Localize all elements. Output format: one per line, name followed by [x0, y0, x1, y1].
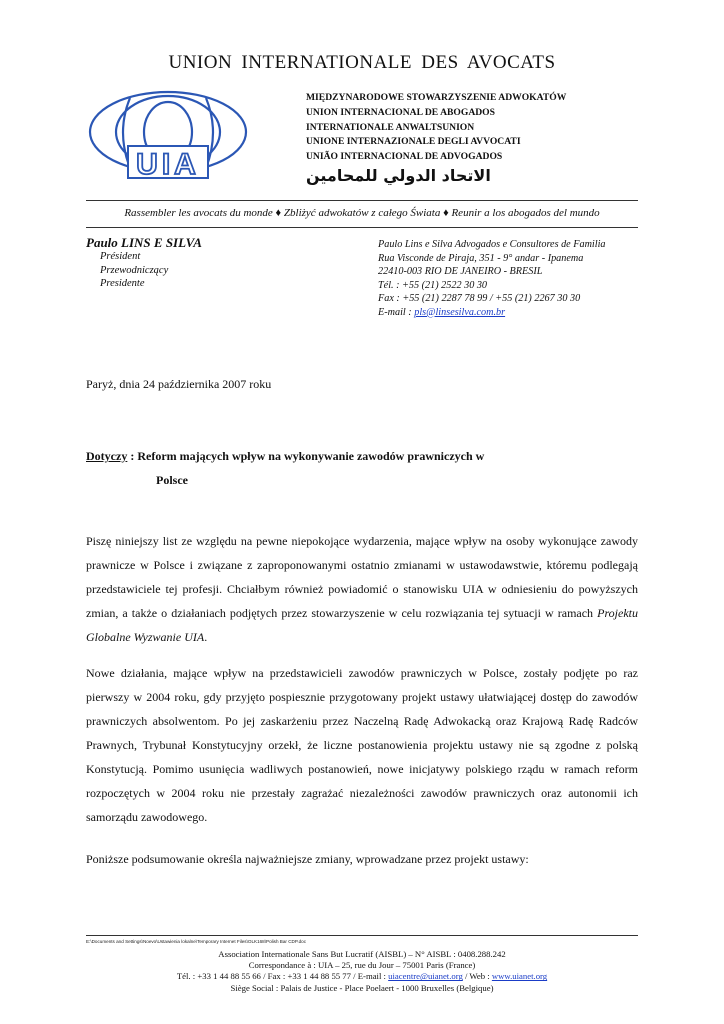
paragraph-1-text: Piszę niniejszy list ze względu na pewne niepokojące wydarzenia, mające wpływ na osoby wykonujące zawody prawnicze w Polsce i związane z zaproponowanymi ostatnio zmianami w ustawodawstwie, któremu podlegają przedstawiciele tej profesji. Chciałbym również powiadomić o stanowisku UIA w odniesieniu do powyższych zmian, a także o działaniach podjętych przez stowarzyszenie w celu rozwiązania tej sytuacji w ramach [86, 534, 638, 620]
name-polish: MIĘDZYNARODOWE STOWARZYSZENIE ADWOKATÓW [306, 92, 567, 103]
president-titles [100, 250, 168, 291]
contact-email-line [378, 306, 606, 320]
paragraph-3: Poniższe podsumowanie określa najważniejsze zmiany, wprowadzane przez projekt ustawy: [86, 852, 529, 866]
footer [0, 949, 724, 994]
contact-city: 22410-003 RIO DE JANEIRO - BRESIL [378, 266, 543, 277]
contact-street: Rua Visconde de Piraja, 351 - 9° andar - Ipanema [378, 252, 584, 264]
title-polish: Przewodniczący [100, 264, 169, 276]
name-arabic: الاتحاد الدولي للمحامين [306, 166, 491, 185]
contact-firm: Paulo Lins e Silva Advogados e Consultores de Familia [378, 239, 606, 250]
footer-email-link[interactable]: uiacentre@uianet.org [388, 971, 463, 982]
paragraph-2: Nowe działania, mające wpływ na przedstawicieli zawodów prawniczych w Polsce, zostały podjęte po raz pierwszy w 2004 roku, gdy przyjęto pospiesznie przygotowany projekt ustawy ułatwiającej dostęp do zawodów prawniczych absolwentom. Po jej zaskarżeniu przez Naczelną Radę Adwokacką oraz Krajową Radę Radców Prawnych, Trybunał Konstytucyjny orzekł, że liczne postanowienia projektu ustawy nie są zgodne z polską Konstytucją. Pomimo usunięcia wadliwych postanowień, nowe inicjatywy polskiego rządu w ramach reform rozpoczętych w 2004 roku nie przestały zagrażać niezależności zawodów prawniczych oraz autonomii ich samorządu zawodowego. [86, 666, 638, 824]
contact-tel: Tél. : +55 (21) 2522 30 30 [378, 279, 488, 291]
letter-subject [86, 444, 646, 492]
motto-divider [86, 227, 638, 228]
subject-line-1: Reform mających wpływ na wykonywanie zawodów prawniczych w [137, 449, 485, 463]
president-name: Paulo LINS E SILVA [86, 235, 202, 250]
footer-phone-fax: Tél. : +33 1 44 88 55 66 / Fax : +33 1 44 88 55 77 / E-mail : [176, 971, 389, 982]
name-italian: UNIONE INTERNAZIONALE DEGLI AVVOCATI [306, 136, 521, 148]
organization-names [306, 91, 566, 165]
motto: Rassembler les avocats du monde ♦ Zbliżyć adwokatów z całego Świata ♦ Reunir a los abogados del mundo [124, 207, 600, 219]
footer-line-3 [0, 971, 724, 982]
uia-logo [86, 84, 250, 184]
project-name: Projektu Globalne Wyzwanie UIA [86, 606, 638, 644]
footer-line-1: Association Internationale Sans But Lucratif (AISBL) – N° AISBL : 0408.288.242 [218, 949, 506, 959]
subject-label: Dotyczy [86, 449, 128, 463]
subject-line-2: Polsce [156, 473, 188, 487]
footer-file-path: E:\Documents and Settings\Noevo\Ustawienia lokalne\Temporary Internet Files\OLK168\Polish Bar CDP.doc [86, 939, 307, 944]
footer-line-4: Siège Social : Palais de Justice - Place Poelaert - 1000 Bruxelles (Belgique) [230, 982, 494, 993]
name-spanish: UNION INTERNACIONAL DE ABOGADOS [306, 106, 495, 118]
footer-web-label: / Web : [462, 971, 492, 982]
footer-divider [86, 935, 638, 936]
title-spanish: Presidente [100, 278, 145, 289]
letter-date: Paryż, dnia 24 października 2007 roku [86, 377, 272, 391]
header-divider [86, 200, 638, 201]
paragraph-1 [86, 529, 638, 649]
paragraph-1-end: . [204, 630, 208, 644]
footer-line-2: Correspondance à : UIA – 25, rue du Jour – 75001 Paris (France) [248, 960, 476, 971]
contact-block [378, 238, 606, 319]
contact-fax: Fax : +55 (21) 2287 78 99 / +55 (21) 2267 30 30 [378, 293, 581, 304]
footer-web-link[interactable]: www.uianet.org [491, 971, 548, 982]
subject-separator: : [127, 449, 138, 463]
name-portuguese: UNIÃO INTERNACIONAL DE ADVOGADOS [306, 151, 503, 163]
name-german: INTERNATIONALE ANWALTSUNION [306, 121, 475, 133]
logo-letters: UIA [136, 148, 200, 181]
contact-email-link[interactable]: pls@linsesilva.com.br [414, 306, 506, 318]
organization-title: UNION INTERNATIONALE DES AVOCATS [168, 52, 556, 73]
title-french: Président [100, 251, 141, 262]
contact-email-label: E-mail : [378, 306, 415, 318]
